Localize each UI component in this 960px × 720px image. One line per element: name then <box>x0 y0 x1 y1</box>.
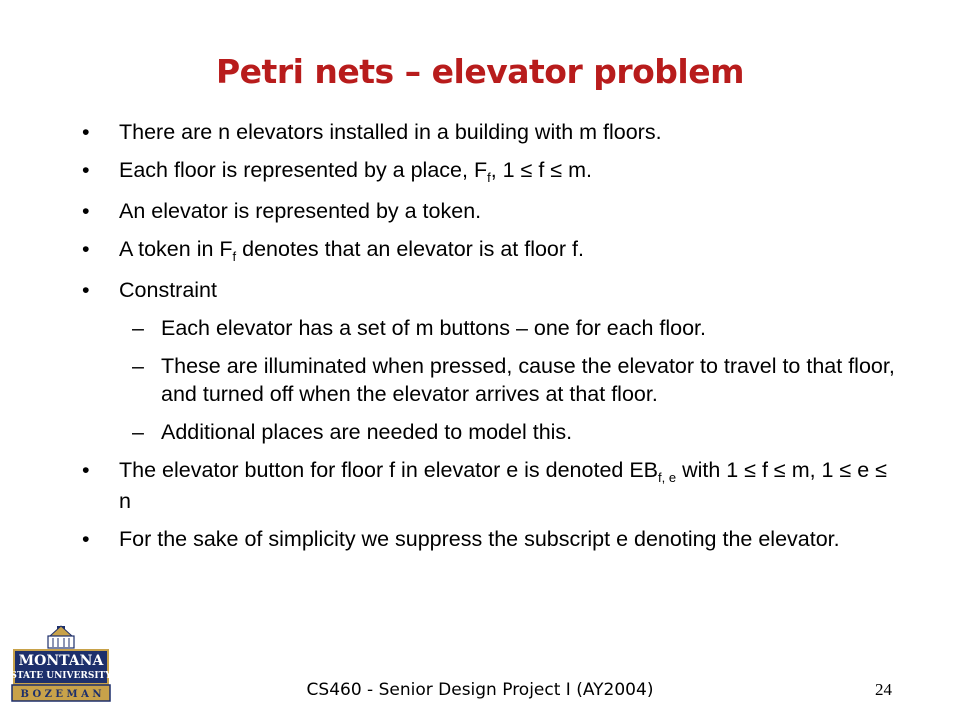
dash-marker: – <box>132 420 144 444</box>
bullet-text: denotes that an elevator is at floor f. <box>236 237 584 261</box>
bullet-marker: • <box>82 237 90 261</box>
bullet-item <box>78 235 898 266</box>
bullet-item <box>78 156 898 187</box>
bullet-text: An elevator is represented by a token. <box>119 199 482 223</box>
bullet-text: For the sake of simplicity we suppress the subscript e denoting the elevator. <box>119 527 840 551</box>
bullet-marker: • <box>82 199 90 223</box>
bullet-text: There are n elevators installed in a building with m floors. <box>119 120 662 144</box>
bullet-item <box>78 525 898 553</box>
bullet-text: A token in F <box>119 237 233 261</box>
bullet-text: These are illuminated when pressed, cause the elevator to travel to that floor, and turned off when the elevator arrives at that floor. <box>161 354 895 406</box>
bullet-item <box>78 276 898 304</box>
page-number: 24 <box>875 680 892 699</box>
subscript-text: f <box>232 249 237 264</box>
sub-bullet-item <box>78 418 898 446</box>
dash-marker: – <box>132 354 144 378</box>
bullet-marker: • <box>82 527 90 551</box>
bullet-marker: • <box>82 458 90 482</box>
subscript-text: f <box>487 170 491 185</box>
bullet-list <box>78 118 898 563</box>
subscript-text: f, e <box>658 470 677 485</box>
bullet-text: with 1 ≤ f ≤ m, 1 ≤ e ≤ n <box>119 458 887 513</box>
logo-line1: MONTANA <box>18 653 104 669</box>
logo-line2: STATE UNIVERSITY <box>10 671 112 681</box>
bullet-marker: • <box>82 120 90 144</box>
bullet-marker: • <box>82 278 90 302</box>
bullet-text: Each floor is represented by a place, F <box>119 158 488 182</box>
logo-line3: B O Z E M A N <box>20 689 102 700</box>
bullet-text: Constraint <box>119 278 217 302</box>
slide-title: Petri nets – elevator problem <box>215 52 745 91</box>
bullet-item <box>78 456 898 515</box>
sub-bullet-item <box>78 352 898 408</box>
bullet-text: , 1 ≤ f ≤ m. <box>490 158 592 182</box>
dash-marker: – <box>132 316 144 340</box>
bullet-text: The elevator button for floor f in elevator e is denoted EB <box>119 458 659 482</box>
bullet-marker: • <box>82 158 90 182</box>
sub-bullet-item <box>78 314 898 342</box>
bullet-item <box>78 197 898 225</box>
bullet-text: Each elevator has a set of m buttons – one for each floor. <box>161 316 706 340</box>
bullet-item <box>78 118 898 146</box>
bullet-text: Additional places are needed to model this. <box>161 420 573 444</box>
footer-course: CS460 - Senior Design Project I (AY2004) <box>306 680 654 700</box>
